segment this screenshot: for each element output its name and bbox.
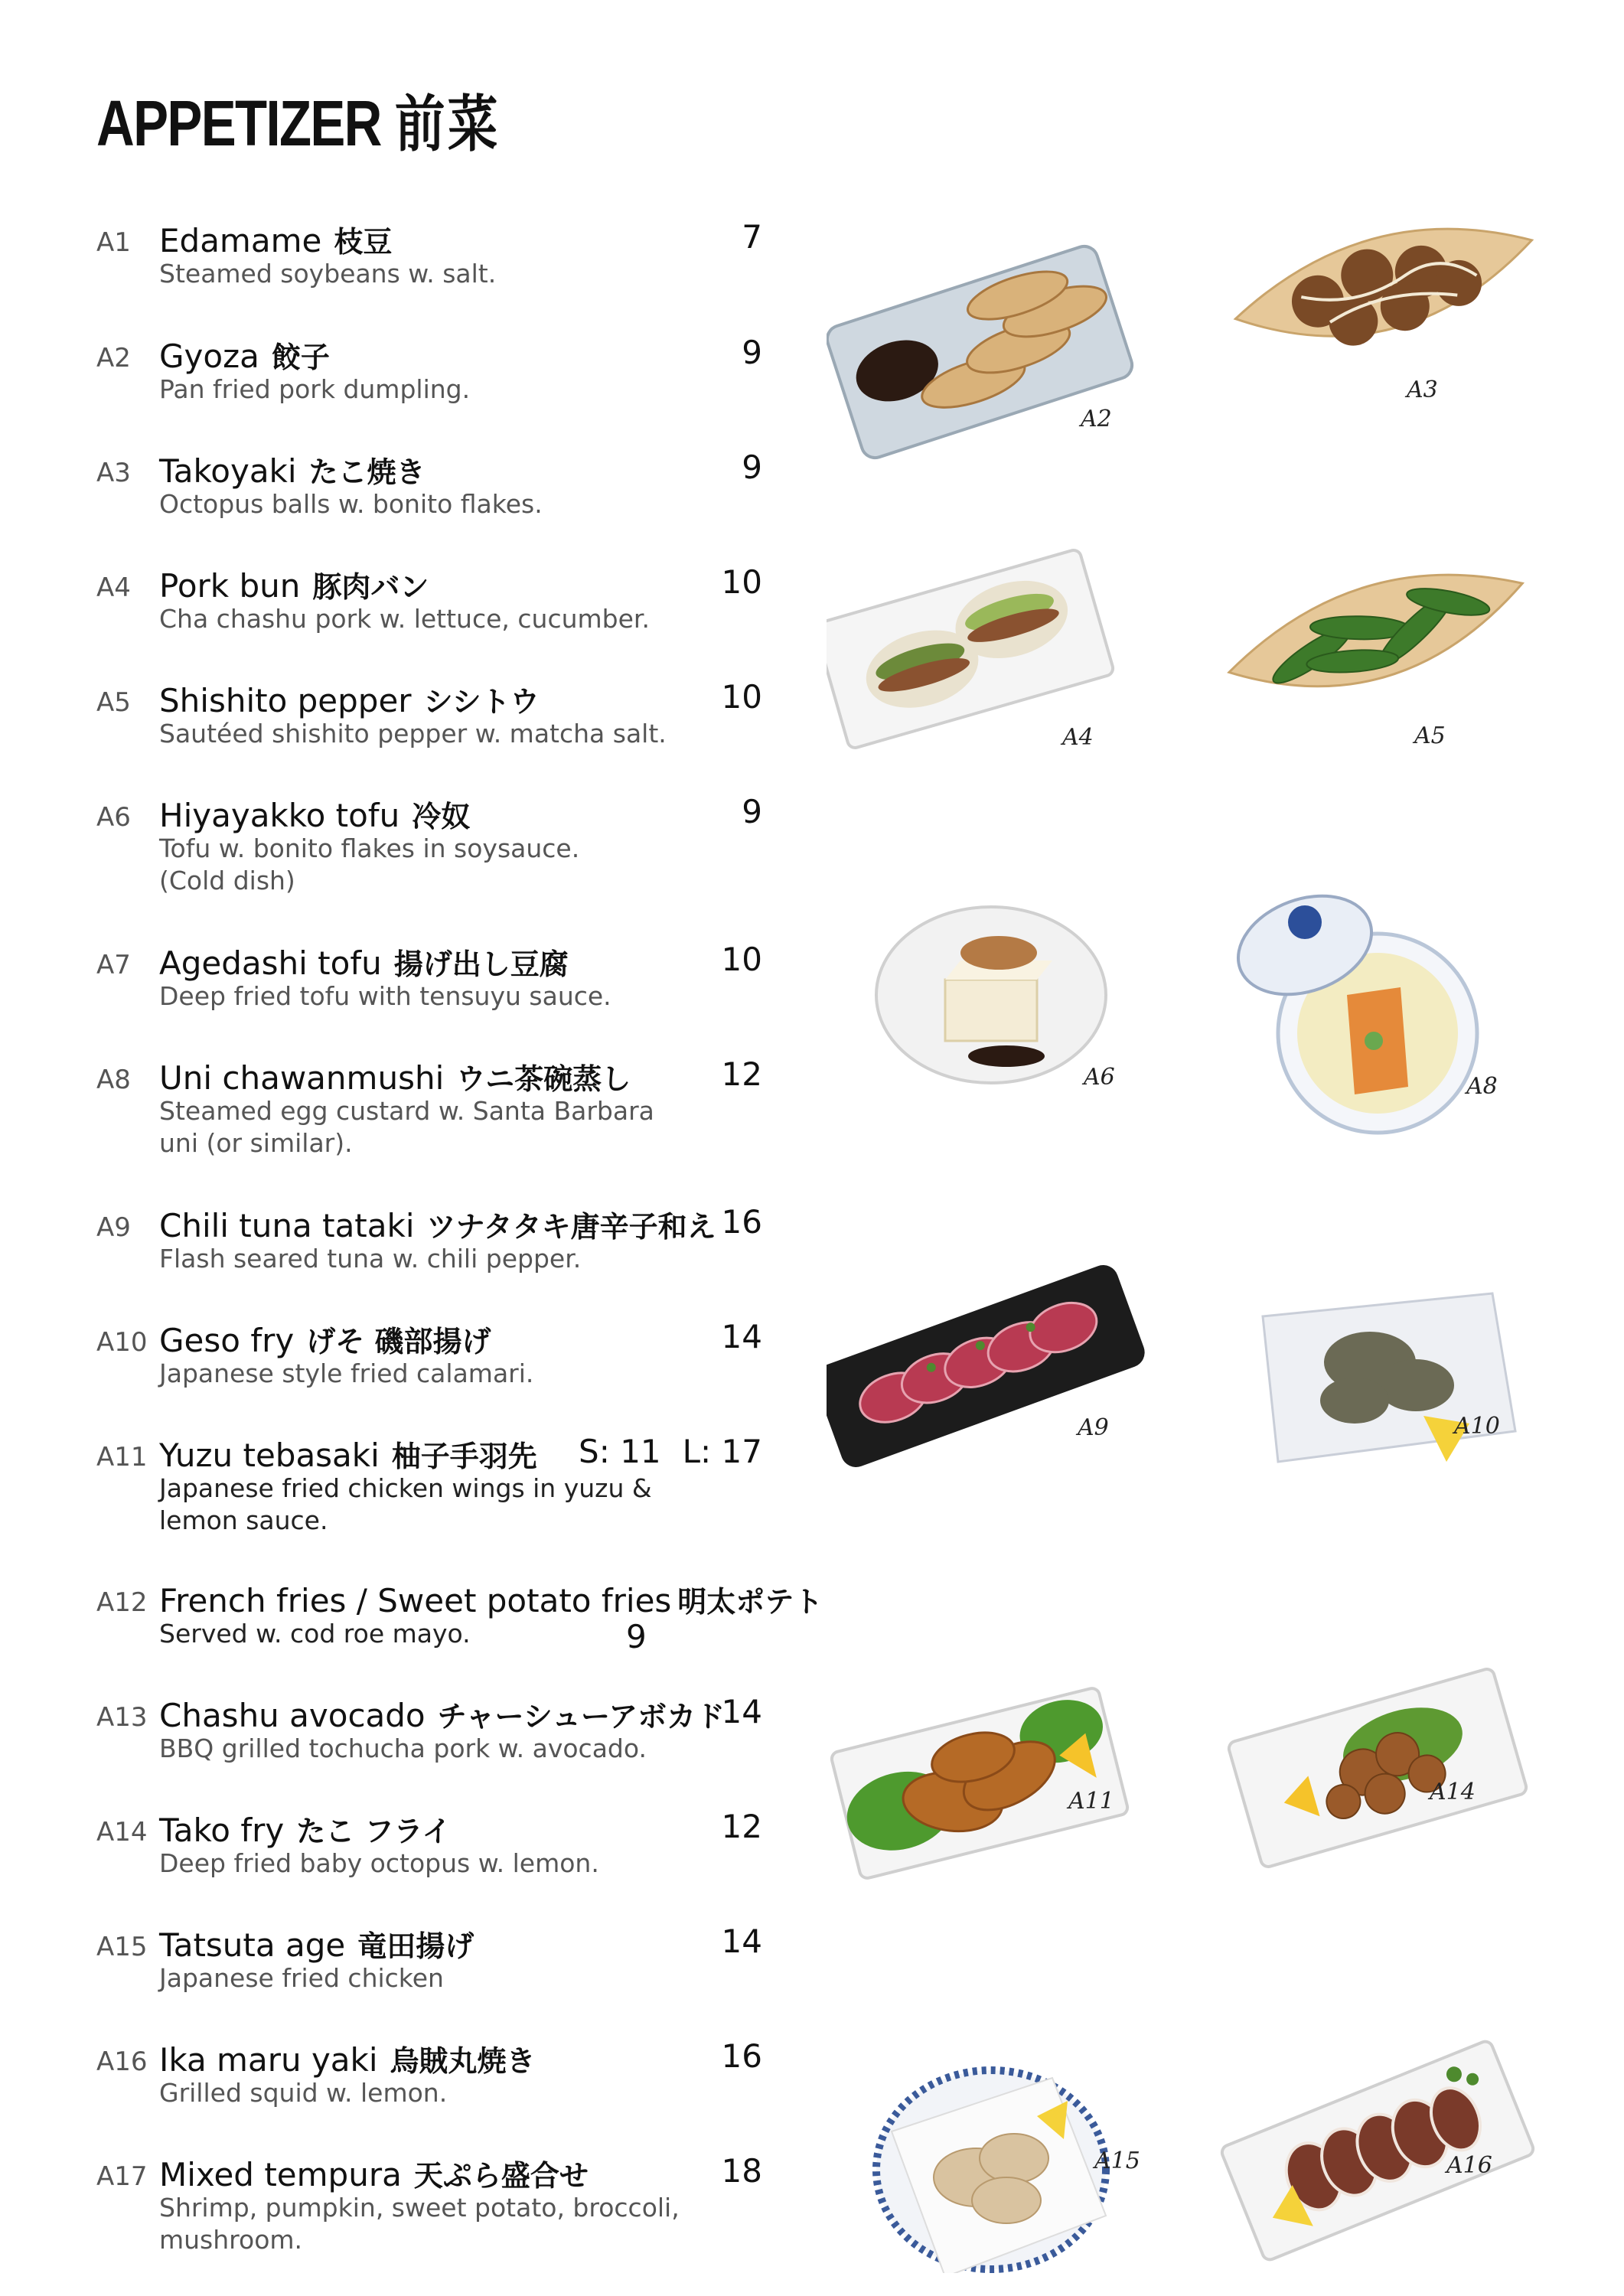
item-price: 18 (721, 2152, 762, 2190)
item-description: Japanese fried chicken (159, 1963, 444, 1993)
item-name: Uni chawanmushi ウニ茶碗蒸し (159, 1059, 631, 1097)
tako-fry-plate-photo (1228, 1668, 1528, 1869)
photo-caption: A8 (1466, 1073, 1498, 1100)
menu-item (96, 941, 762, 1017)
menu-item (96, 1808, 762, 1884)
item-name-jp: ウニ茶碗蒸し (456, 1062, 631, 1096)
item-code: A14 (96, 1817, 148, 1848)
photo-caption: A4 (1062, 724, 1094, 751)
item-description: Steamed egg custard w. Santa Barbara uni (or similar). (159, 1096, 654, 1158)
photo-caption: A3 (1407, 377, 1438, 403)
item-name-jp: 枝豆 (334, 224, 393, 259)
item-name-jp: 竜田揚げ (357, 1929, 474, 1963)
item-name: Mixed tempura 天ぷら盛合せ (159, 2156, 589, 2193)
item-description: Japanese style fried calamari. (159, 1358, 534, 1388)
item-code: A13 (96, 1702, 148, 1733)
item-code: A7 (96, 950, 131, 980)
item-name-jp: たこ焼き (308, 455, 426, 489)
menu-item (96, 1578, 823, 1655)
item-name: Pork bun 豚肉バン (159, 567, 429, 605)
item-name: Takoyaki たこ焼き (159, 452, 426, 490)
item-name: Edamame 枝豆 (159, 222, 393, 259)
item-price: 12 (721, 1055, 762, 1093)
photo-caption: A5 (1414, 722, 1446, 749)
item-name-jp: 烏賊丸焼き (390, 2043, 536, 2078)
item-description: Flash seared tuna w. chili pepper. (159, 1244, 582, 1274)
photo-caption: A15 (1094, 2148, 1140, 2174)
item-code: A4 (96, 572, 131, 603)
item-description: Pan fried pork dumpling. (159, 374, 471, 404)
item-price: 16 (721, 1203, 762, 1241)
item-name-jp: 明太ポテト (677, 1584, 823, 1619)
menu-item (96, 2037, 762, 2114)
tofu-bowl-photo (876, 907, 1106, 1083)
dish-photos (827, 207, 1561, 2273)
item-name: Hiyayakko tofu 冷奴 (159, 797, 471, 834)
menu-item (96, 793, 762, 900)
item-price: 9 (742, 793, 762, 830)
menu-item (96, 1923, 762, 1999)
page-title-jp: 前菜 (394, 88, 501, 160)
pork-bun-plate-photo (827, 549, 1114, 750)
item-name-jp: 柚子手羽先 (391, 1439, 537, 1473)
item-name: Yuzu tebasaki 柚子手羽先 (159, 1437, 537, 1474)
item-price: 12 (721, 1808, 762, 1845)
item-price: 9 (742, 448, 762, 486)
item-price: 9 (626, 1618, 647, 1655)
menu-item (96, 2152, 762, 2259)
item-name: Geso fry げそ 磯部揚げ (159, 1322, 491, 1359)
item-price: 10 (721, 563, 762, 601)
item-name: Tatsuta age 竜田揚げ (159, 1926, 474, 1964)
item-name: Agedashi tofu 揚げ出し豆腐 (159, 944, 569, 982)
tatsuta-age-plate-photo (876, 2070, 1106, 2273)
item-name: French fries / Sweet potato fries 明太ポテト (159, 1582, 823, 1619)
item-price: 10 (721, 941, 762, 978)
item-description: Deep fried tofu with tensuyu sauce. (159, 981, 611, 1011)
photo-caption: A11 (1068, 1788, 1114, 1815)
item-code: A5 (96, 687, 131, 718)
item-description: Grilled squid w. lemon. (159, 2078, 448, 2108)
item-price: 14 (721, 1923, 762, 1960)
takoyaki-boat-photo (1225, 207, 1546, 369)
item-code: A2 (96, 343, 131, 373)
menu-item (96, 448, 762, 525)
item-name-jp: チャーシューアボカド (437, 1699, 726, 1733)
item-description: Sautéed shishito pepper w. matcha salt. (159, 719, 667, 748)
item-code: A12 (96, 1587, 148, 1618)
item-name-jp: げそ 磯部揚げ (306, 1324, 491, 1358)
page-title-en: APPETIZER (96, 87, 381, 159)
item-name-jp: ツナタタキ唐辛子和え (426, 1209, 716, 1244)
menu-item (96, 218, 762, 295)
item-name: Chashu avocado チャーシューアボカド (159, 1697, 726, 1734)
chicken-wings-plate-photo (830, 1687, 1129, 1880)
item-price: 9 (742, 334, 762, 371)
menu-item (96, 334, 762, 410)
item-code: A10 (96, 1327, 148, 1358)
item-price: 7 (742, 218, 762, 256)
item-name-jp: たこ フライ (296, 1814, 452, 1848)
item-code: A8 (96, 1065, 131, 1095)
item-description: Steamed soybeans w. salt. (159, 259, 497, 289)
item-name-jp: 豚肉バン (312, 569, 429, 604)
chawanmushi-cup-photo (1225, 879, 1477, 1133)
item-price: 14 (721, 1693, 762, 1730)
item-price-sizes (557, 1433, 762, 1470)
item-name-jp: シシトウ (423, 684, 540, 719)
item-code: A6 (96, 802, 131, 833)
item-name: Chili tuna tataki ツナタタキ唐辛子和え (159, 1207, 716, 1244)
photo-caption: A9 (1078, 1414, 1109, 1441)
item-price-small: S: 11 (579, 1433, 661, 1470)
item-name: Shishito pepper シシトウ (159, 682, 540, 719)
item-description: Tofu w. bonito flakes in soysauce. (Cold dish) (159, 833, 580, 895)
item-description: Cha chashu pork w. lettuce, cucumber. (159, 604, 650, 634)
menu-item (96, 1318, 762, 1394)
menu-item (96, 1203, 762, 1280)
item-price: 14 (721, 1318, 762, 1355)
item-name-jp: 餃子 (271, 340, 330, 374)
menu-item (96, 1433, 762, 1540)
item-description: Shrimp, pumpkin, sweet potato, broccoli, mushroom. (159, 2193, 680, 2255)
item-name-jp: 揚げ出し豆腐 (393, 947, 569, 981)
item-description: Japanese fried chicken wings in yuzu & lemon sauce. (159, 1473, 652, 1535)
item-code: A16 (96, 2047, 148, 2077)
item-code: A15 (96, 1932, 148, 1962)
shishito-boat-photo (1217, 550, 1536, 713)
menu-item (96, 1693, 762, 1769)
item-price: 10 (721, 678, 762, 716)
item-name: Tako fry たこ フライ (159, 1812, 452, 1849)
menu-item (96, 563, 762, 640)
photo-caption: A2 (1081, 406, 1112, 432)
photo-caption: A10 (1454, 1413, 1500, 1440)
item-name-jp: 冷奴 (412, 799, 471, 833)
item-code: A9 (96, 1212, 131, 1243)
item-code: A1 (96, 227, 131, 258)
item-price: 16 (721, 2037, 762, 2075)
item-description: BBQ grilled tochucha pork w. avocado. (159, 1733, 647, 1763)
menu-item (96, 1055, 762, 1163)
item-description: Deep fried baby octopus w. lemon. (159, 1848, 599, 1878)
item-code: A11 (96, 1442, 148, 1473)
item-name: Gyoza 餃子 (159, 338, 330, 375)
item-description: Octopus balls w. bonito flakes. (159, 489, 543, 519)
item-name-jp: 天ぷら盛合せ (413, 2158, 589, 2193)
photo-caption: A16 (1446, 2152, 1492, 2179)
item-price-large: L: 17 (682, 1433, 762, 1470)
item-description: Served w. cod roe mayo. (159, 1619, 471, 1649)
item-code: A3 (96, 458, 131, 488)
photo-caption: A14 (1430, 1779, 1476, 1805)
item-code: A17 (96, 2161, 148, 2192)
photo-caption: A6 (1084, 1064, 1115, 1091)
item-name: Ika maru yaki 烏賊丸焼き (159, 2041, 536, 2079)
menu-item (96, 678, 762, 755)
ika-maru-yaki-plate-photo (1220, 2040, 1535, 2262)
